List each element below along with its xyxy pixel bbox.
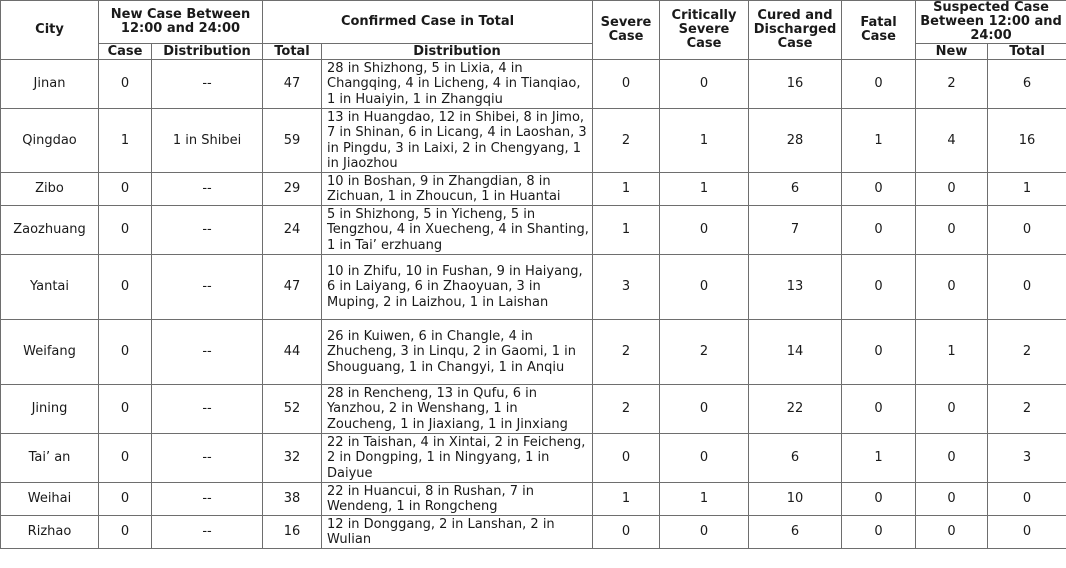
- cell-city: Yantai: [1, 255, 99, 320]
- cell-new-distribution: --: [152, 173, 263, 206]
- table-row: [1, 385, 1066, 434]
- cell-severe: 2: [593, 320, 660, 385]
- cell-fatal: 0: [842, 206, 916, 255]
- cell-critical: 0: [660, 206, 749, 255]
- cell-city: Weifang: [1, 320, 99, 385]
- header-suspected-total: Total: [988, 44, 1066, 60]
- table-row: [1, 206, 1066, 255]
- table-body: [1, 60, 1066, 549]
- cell-suspected-new: 0: [916, 255, 988, 320]
- cell-fatal: 0: [842, 173, 916, 206]
- header-city: City: [1, 1, 99, 60]
- cell-cured: 10: [749, 483, 842, 516]
- header-confirmed-group: Confirmed Case in Total: [263, 1, 593, 44]
- cell-confirmed-distribution: 22 in Huancui, 8 in Rushan, 7 in Wendeng, 1 in Rongcheng: [322, 483, 593, 516]
- cell-confirmed-total: 32: [263, 434, 322, 483]
- cell-suspected-total: 0: [988, 206, 1066, 255]
- cell-cured: 7: [749, 206, 842, 255]
- cell-new-case: 0: [99, 320, 152, 385]
- cell-suspected-total: 16: [988, 109, 1066, 173]
- table-row: [1, 109, 1066, 173]
- cell-city: Zaozhuang: [1, 206, 99, 255]
- cell-critical: 0: [660, 434, 749, 483]
- cell-fatal: 0: [842, 385, 916, 434]
- cell-confirmed-total: 29: [263, 173, 322, 206]
- cell-confirmed-distribution: 22 in Taishan, 4 in Xintai, 2 in Feicheng, 2 in Dongping, 1 in Ningyang, 1 in Daiyue: [322, 434, 593, 483]
- cell-new-case: 0: [99, 434, 152, 483]
- cell-new-distribution: --: [152, 320, 263, 385]
- cell-confirmed-distribution: 28 in Shizhong, 5 in Lixia, 4 in Changqing, 4 in Licheng, 4 in Tianqiao, 1 in Huaiyin, 1 in Zhangqiu: [322, 60, 593, 109]
- cell-fatal: 0: [842, 255, 916, 320]
- cell-cured: 13: [749, 255, 842, 320]
- cell-suspected-new: 0: [916, 385, 988, 434]
- cell-city: Tai’ an: [1, 434, 99, 483]
- cell-confirmed-distribution: 10 in Zhifu, 10 in Fushan, 9 in Haiyang, 6 in Laiyang, 6 in Zhaoyuan, 3 in Muping, 2 in Laizhou, 1 in Laishan: [322, 255, 593, 320]
- cell-confirmed-distribution: 26 in Kuiwen, 6 in Changle, 4 in Zhucheng, 3 in Linqu, 2 in Gaomi, 1 in Shouguang, 1 in Changyi, 1 in Anqiu: [322, 320, 593, 385]
- header-cured: Cured and Discharged Case: [749, 1, 842, 60]
- cell-confirmed-distribution: 10 in Boshan, 9 in Zhangdian, 8 in Zichuan, 1 in Zhoucun, 1 in Huantai: [322, 173, 593, 206]
- cell-suspected-new: 1: [916, 320, 988, 385]
- cell-confirmed-total: 47: [263, 60, 322, 109]
- cell-new-case: 0: [99, 483, 152, 516]
- table-row: [1, 483, 1066, 516]
- cell-critical: 2: [660, 320, 749, 385]
- header-new-distribution: Distribution: [152, 44, 263, 60]
- cell-severe: 1: [593, 483, 660, 516]
- cell-new-distribution: --: [152, 434, 263, 483]
- cell-city: Zibo: [1, 173, 99, 206]
- cell-suspected-new: 0: [916, 206, 988, 255]
- cell-suspected-total: 2: [988, 385, 1066, 434]
- cell-city: Weihai: [1, 483, 99, 516]
- cell-new-case: 0: [99, 516, 152, 549]
- table-row: [1, 173, 1066, 206]
- table-row: [1, 434, 1066, 483]
- cell-critical: 1: [660, 483, 749, 516]
- cell-cured: 6: [749, 434, 842, 483]
- cell-critical: 0: [660, 60, 749, 109]
- header-row-top: [1, 1, 1066, 44]
- cell-fatal: 0: [842, 320, 916, 385]
- cell-city: Qingdao: [1, 109, 99, 173]
- cell-severe: 2: [593, 109, 660, 173]
- cell-severe: 0: [593, 434, 660, 483]
- table-row: [1, 255, 1066, 320]
- cell-confirmed-total: 16: [263, 516, 322, 549]
- cell-fatal: 0: [842, 483, 916, 516]
- cell-new-distribution: --: [152, 60, 263, 109]
- cell-critical: 1: [660, 173, 749, 206]
- cell-suspected-total: 0: [988, 255, 1066, 320]
- cell-critical: 0: [660, 516, 749, 549]
- cell-suspected-total: 0: [988, 483, 1066, 516]
- cell-fatal: 1: [842, 434, 916, 483]
- cell-severe: 2: [593, 385, 660, 434]
- cell-new-case: 0: [99, 173, 152, 206]
- cell-new-case: 0: [99, 385, 152, 434]
- cell-new-distribution: --: [152, 516, 263, 549]
- header-new-case-group: New Case Between 12:00 and 24:00: [99, 1, 263, 44]
- cell-new-distribution: 1 in Shibei: [152, 109, 263, 173]
- header-confirmed-distribution: Distribution: [322, 44, 593, 60]
- cell-suspected-new: 0: [916, 173, 988, 206]
- cell-suspected-new: 0: [916, 483, 988, 516]
- header-suspected-new: New: [916, 44, 988, 60]
- cell-new-case: 0: [99, 255, 152, 320]
- cell-city: Rizhao: [1, 516, 99, 549]
- cell-cured: 6: [749, 516, 842, 549]
- table-header: [1, 1, 1066, 60]
- cell-confirmed-total: 52: [263, 385, 322, 434]
- header-severe: Severe Case: [593, 1, 660, 60]
- cell-severe: 1: [593, 173, 660, 206]
- header-new-case: Case: [99, 44, 152, 60]
- cell-suspected-new: 0: [916, 434, 988, 483]
- cell-confirmed-distribution: 13 in Huangdao, 12 in Shibei, 8 in Jimo, 7 in Shinan, 6 in Licang, 4 in Laoshan, 3 in Pingdu, 3 in Laixi, 2 in Chengyang, 1 in Jiaozhou: [322, 109, 593, 173]
- cell-suspected-total: 3: [988, 434, 1066, 483]
- table-row: [1, 516, 1066, 549]
- cell-confirmed-distribution: 12 in Donggang, 2 in Lanshan, 2 in Wulian: [322, 516, 593, 549]
- cell-suspected-total: 6: [988, 60, 1066, 109]
- cell-confirmed-distribution: 28 in Rencheng, 13 in Qufu, 6 in Yanzhou, 2 in Wenshang, 1 in Zoucheng, 1 in Jiaxiang, 1 in Jinxiang: [322, 385, 593, 434]
- cell-new-distribution: --: [152, 483, 263, 516]
- cell-cured: 16: [749, 60, 842, 109]
- cell-critical: 1: [660, 109, 749, 173]
- cell-new-case: 0: [99, 206, 152, 255]
- table-row: [1, 60, 1066, 109]
- table-row: [1, 320, 1066, 385]
- cell-cured: 14: [749, 320, 842, 385]
- cell-new-case: 0: [99, 60, 152, 109]
- cell-new-case: 1: [99, 109, 152, 173]
- cell-suspected-new: 0: [916, 516, 988, 549]
- cell-suspected-total: 1: [988, 173, 1066, 206]
- cell-confirmed-distribution: 5 in Shizhong, 5 in Yicheng, 5 in Tengzhou, 4 in Xuecheng, 4 in Shanting, 1 in Tai’ erzhuang: [322, 206, 593, 255]
- cell-city: Jinan: [1, 60, 99, 109]
- cell-new-distribution: --: [152, 385, 263, 434]
- cell-suspected-new: 2: [916, 60, 988, 109]
- cell-new-distribution: --: [152, 206, 263, 255]
- cell-suspected-total: 0: [988, 516, 1066, 549]
- cell-city: Jining: [1, 385, 99, 434]
- cell-critical: 0: [660, 385, 749, 434]
- cell-cured: 28: [749, 109, 842, 173]
- cell-confirmed-total: 38: [263, 483, 322, 516]
- cell-suspected-total: 2: [988, 320, 1066, 385]
- cell-confirmed-total: 47: [263, 255, 322, 320]
- cell-fatal: 1: [842, 109, 916, 173]
- header-confirmed-total: Total: [263, 44, 322, 60]
- header-fatal: Fatal Case: [842, 1, 916, 60]
- cell-critical: 0: [660, 255, 749, 320]
- cell-severe: 0: [593, 516, 660, 549]
- cell-severe: 0: [593, 60, 660, 109]
- cell-fatal: 0: [842, 516, 916, 549]
- cell-cured: 22: [749, 385, 842, 434]
- header-critical: Critically Severe Case: [660, 1, 749, 60]
- cell-severe: 1: [593, 206, 660, 255]
- cell-new-distribution: --: [152, 255, 263, 320]
- cell-fatal: 0: [842, 60, 916, 109]
- cell-confirmed-total: 24: [263, 206, 322, 255]
- header-suspected-group: Suspected Case Between 12:00 and 24:00: [916, 1, 1066, 44]
- cell-suspected-new: 4: [916, 109, 988, 173]
- cell-confirmed-total: 59: [263, 109, 322, 173]
- cell-confirmed-total: 44: [263, 320, 322, 385]
- cell-severe: 3: [593, 255, 660, 320]
- cell-cured: 6: [749, 173, 842, 206]
